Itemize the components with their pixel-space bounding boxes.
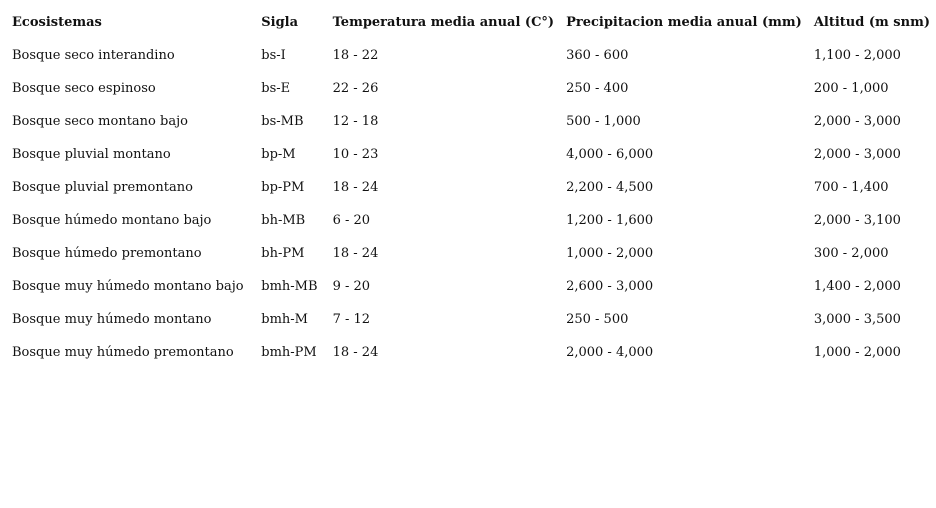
cell-precipitacion: 1,200 - 1,600 <box>566 213 654 228</box>
header-precipitacion: Precipitacion media anual (mm) <box>566 15 802 30</box>
header-temperatura: Temperatura media anual (C°) <box>332 15 555 30</box>
cell-altitud: 2,000 - 3,000 <box>813 147 901 162</box>
cell-precipitacion: 250 - 500 <box>566 312 629 327</box>
table-row <box>6 171 936 204</box>
cell-ecosistema: Bosque muy húmedo montano bajo <box>12 279 244 294</box>
cell-temperatura: 6 - 20 <box>332 213 371 228</box>
cell-altitud: 1,000 - 2,000 <box>813 345 901 360</box>
cell-precipitacion: 4,000 - 6,000 <box>566 147 654 162</box>
table-row <box>6 138 936 171</box>
table-row <box>6 204 936 237</box>
cell-temperatura: 18 - 22 <box>332 48 379 63</box>
cell-ecosistema: Bosque seco espinoso <box>12 81 156 96</box>
cell-temperatura: 18 - 24 <box>332 345 379 360</box>
cell-sigla: bmh-MB <box>261 279 318 294</box>
table-row <box>6 336 936 369</box>
cell-precipitacion: 2,000 - 4,000 <box>566 345 654 360</box>
cell-ecosistema: Bosque pluvial montano <box>12 147 171 162</box>
cell-precipitacion: 500 - 1,000 <box>566 114 641 129</box>
table-row <box>6 270 936 303</box>
cell-temperatura: 7 - 12 <box>332 312 371 327</box>
cell-altitud: 1,400 - 2,000 <box>813 279 901 294</box>
cell-temperatura: 18 - 24 <box>332 180 379 195</box>
cell-precipitacion: 250 - 400 <box>566 81 629 96</box>
cell-ecosistema: Bosque muy húmedo premontano <box>12 345 234 360</box>
cell-precipitacion: 360 - 600 <box>566 48 629 63</box>
cell-sigla: bp-PM <box>261 180 305 195</box>
ecosystems-table <box>6 6 936 369</box>
cell-ecosistema: Bosque húmedo montano bajo <box>12 213 212 228</box>
table-row <box>6 303 936 336</box>
cell-sigla: bs-MB <box>261 114 304 129</box>
cell-temperatura: 18 - 24 <box>332 246 379 261</box>
cell-ecosistema: Bosque muy húmedo montano <box>12 312 212 327</box>
cell-altitud: 3,000 - 3,500 <box>813 312 901 327</box>
cell-sigla: bmh-PM <box>261 345 317 360</box>
header-ecosistemas: Ecosistemas <box>12 15 102 30</box>
header-altitud: Altitud (m snm) <box>813 15 930 30</box>
cell-sigla: bh-MB <box>261 213 306 228</box>
header-sigla: Sigla <box>261 15 299 30</box>
table-row <box>6 237 936 270</box>
table-row <box>6 39 936 72</box>
table-row <box>6 72 936 105</box>
cell-precipitacion: 2,600 - 3,000 <box>566 279 654 294</box>
cell-temperatura: 10 - 23 <box>332 147 379 162</box>
cell-altitud: 200 - 1,000 <box>813 81 889 96</box>
table-row <box>6 105 936 138</box>
cell-altitud: 1,100 - 2,000 <box>813 48 901 63</box>
cell-sigla: bmh-M <box>261 312 308 327</box>
cell-altitud: 2,000 - 3,000 <box>813 114 901 129</box>
cell-sigla: bs-E <box>261 81 291 96</box>
cell-ecosistema: Bosque pluvial premontano <box>12 180 193 195</box>
cell-ecosistema: Bosque húmedo premontano <box>12 246 202 261</box>
cell-ecosistema: Bosque seco interandino <box>12 48 175 63</box>
cell-temperatura: 22 - 26 <box>332 81 379 96</box>
cell-sigla: bp-M <box>261 147 296 162</box>
table-header-row <box>6 6 936 39</box>
cell-altitud: 300 - 2,000 <box>813 246 889 261</box>
cell-sigla: bh-PM <box>261 246 305 261</box>
cell-ecosistema: Bosque seco montano bajo <box>12 114 188 129</box>
cell-altitud: 2,000 - 3,100 <box>813 213 901 228</box>
cell-precipitacion: 2,200 - 4,500 <box>566 180 654 195</box>
cell-temperatura: 12 - 18 <box>332 114 379 129</box>
cell-precipitacion: 1,000 - 2,000 <box>566 246 654 261</box>
cell-temperatura: 9 - 20 <box>332 279 371 294</box>
cell-sigla: bs-I <box>261 48 286 63</box>
cell-altitud: 700 - 1,400 <box>813 180 889 195</box>
